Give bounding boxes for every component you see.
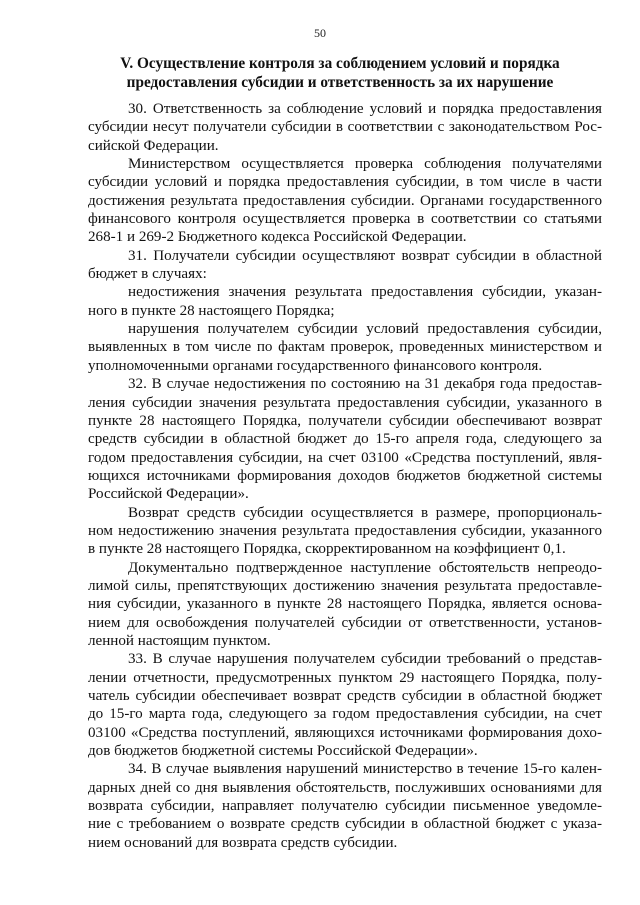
paragraph-line: пункте 28 настоящего Порядка, получатели субсидии обеспечивают возврат: [88, 412, 602, 429]
paragraph-line: 32. В случае недостижения по состоянию на 31 декабря года предостав-: [128, 376, 602, 393]
paragraph-line: 33. В случае нарушения получателем субсидии требований о представ-: [128, 651, 602, 668]
paragraph: [88, 247, 602, 284]
paragraph: [88, 760, 602, 852]
paragraph: [88, 650, 602, 760]
paragraph-line: субсидии условий и порядка предоставления субсидии, в том числе в части: [88, 174, 602, 191]
paragraph: [88, 283, 602, 320]
paragraph: [88, 100, 602, 155]
section-title-line: предоставления субсидии и ответственность за их нарушение: [126, 74, 554, 91]
paragraph-line: ления субсидии значения результата предоставления субсидии, указанного в: [88, 394, 602, 411]
paragraph-line: нарушения получателем субсидии условий предоставления субсидии,: [128, 321, 602, 338]
paragraph-line: уполномоченными органами государственного финансового контроля.: [88, 357, 543, 374]
paragraph-line: 34. В случае выявления нарушений министерство в течение 15-го кален-: [128, 761, 602, 778]
paragraph-line: дов бюджетов бюджетной системы Российской Федерации».: [88, 743, 478, 760]
paragraph: [88, 320, 602, 375]
paragraph-line: 03100 «Средства поступлений, являющихся источниками формирования дохо-: [88, 724, 602, 741]
paragraph-line: 31. Получатели субсидии осуществляют возврат субсидии в областной: [128, 247, 602, 264]
paragraph-line: лении отчетности, предусмотренных пунктом 29 настоящего Порядка, полу-: [88, 669, 602, 686]
paragraph-line: возврата субсидии, направляет получателю субсидии письменное уведомле-: [88, 798, 602, 815]
section-title-line: V. Осуществление контроля за соблюдением условий и порядка: [120, 55, 560, 72]
paragraph-line: до 15-го марта года, следующего за годом предоставления субсидии, на счет: [88, 706, 602, 723]
paragraph-line: ного в пункте 28 настоящего Порядка;: [88, 302, 335, 319]
paragraph-line: ющихся источниками формирования доходов бюджетов бюджетной системы: [88, 467, 602, 484]
page-number: 50: [314, 26, 326, 40]
paragraph: [88, 559, 602, 651]
paragraph-line: чатель субсидии обеспечивает возврат средств субсидии в областной бюджет: [88, 688, 602, 704]
paragraph-line: 268-1 и 269-2 Бюджетного кодекса Российской Федерации.: [88, 229, 467, 246]
paragraph-line: бюджет в случаях:: [88, 266, 207, 283]
paragraph-line: Министерством осуществляется проверка соблюдения получателями: [128, 156, 602, 173]
section-title: [110, 54, 570, 92]
paragraph-line: недостижения значения результата предоставления субсидии, указан-: [128, 284, 602, 301]
paragraph: [88, 155, 602, 247]
document-body: [88, 100, 602, 852]
paragraph-line: 30. Ответственность за соблюдение условий и порядка предоставления: [128, 101, 602, 117]
paragraph-line: Возврат средств субсидии осуществляется в размере, пропорциональ-: [128, 504, 602, 521]
paragraph-line: средств субсидии в областной бюджет до 15-го апреля года, следующего за: [88, 431, 602, 448]
paragraph-line: ния субсидии, указанного в пункте 28 настоящего Порядка, является основа-: [88, 596, 602, 613]
paragraph-line: дарных дней со дня выявления обстоятельств, послуживших основаниями для: [88, 779, 602, 796]
paragraph-line: в пункте 28 настоящего Порядка, скорректированном на коэффициент 0,1.: [88, 541, 566, 558]
paragraph-line: годом предоставления субсидии, на счет 03100 «Средства поступлений, явля-: [88, 449, 602, 466]
paragraph-line: сийской Федерации.: [88, 137, 219, 154]
paragraph-line: выявленных в том числе по фактам проверок, проведенных министерством и: [88, 339, 602, 356]
paragraph-line: нием для освобождения получателей субсидии от ответственности, установ-: [88, 614, 602, 631]
paragraph-line: финансового контроля осуществляется проверка в соответствии со статьями: [88, 211, 602, 228]
paragraph-line: лимой силы, препятствующих достижению значения результата предоставле-: [88, 577, 602, 594]
paragraph-line: субсидии несут получатели субсидии в соответствии с законодательством Рос-: [88, 119, 602, 136]
paragraph: [88, 375, 602, 503]
paragraph-line: Документально подтвержденное наступление обстоятельств непреодо-: [128, 559, 602, 576]
paragraph-line: достижения результата предоставления субсидии. Органами государственного: [88, 192, 602, 209]
paragraph-line: Российской Федерации».: [88, 486, 249, 503]
paragraph: [88, 504, 602, 559]
paragraph-line: ном недостижению значения результата предоставления субсидии, указанного: [88, 522, 602, 539]
paragraph-line: ние с требованием о возврате средств субсидии в областной бюджет с указа-: [88, 816, 602, 833]
paragraph-line: ленной настоящим пунктом.: [88, 632, 271, 649]
paragraph-line: нием оснований для возврата средств субсидии.: [88, 834, 398, 851]
